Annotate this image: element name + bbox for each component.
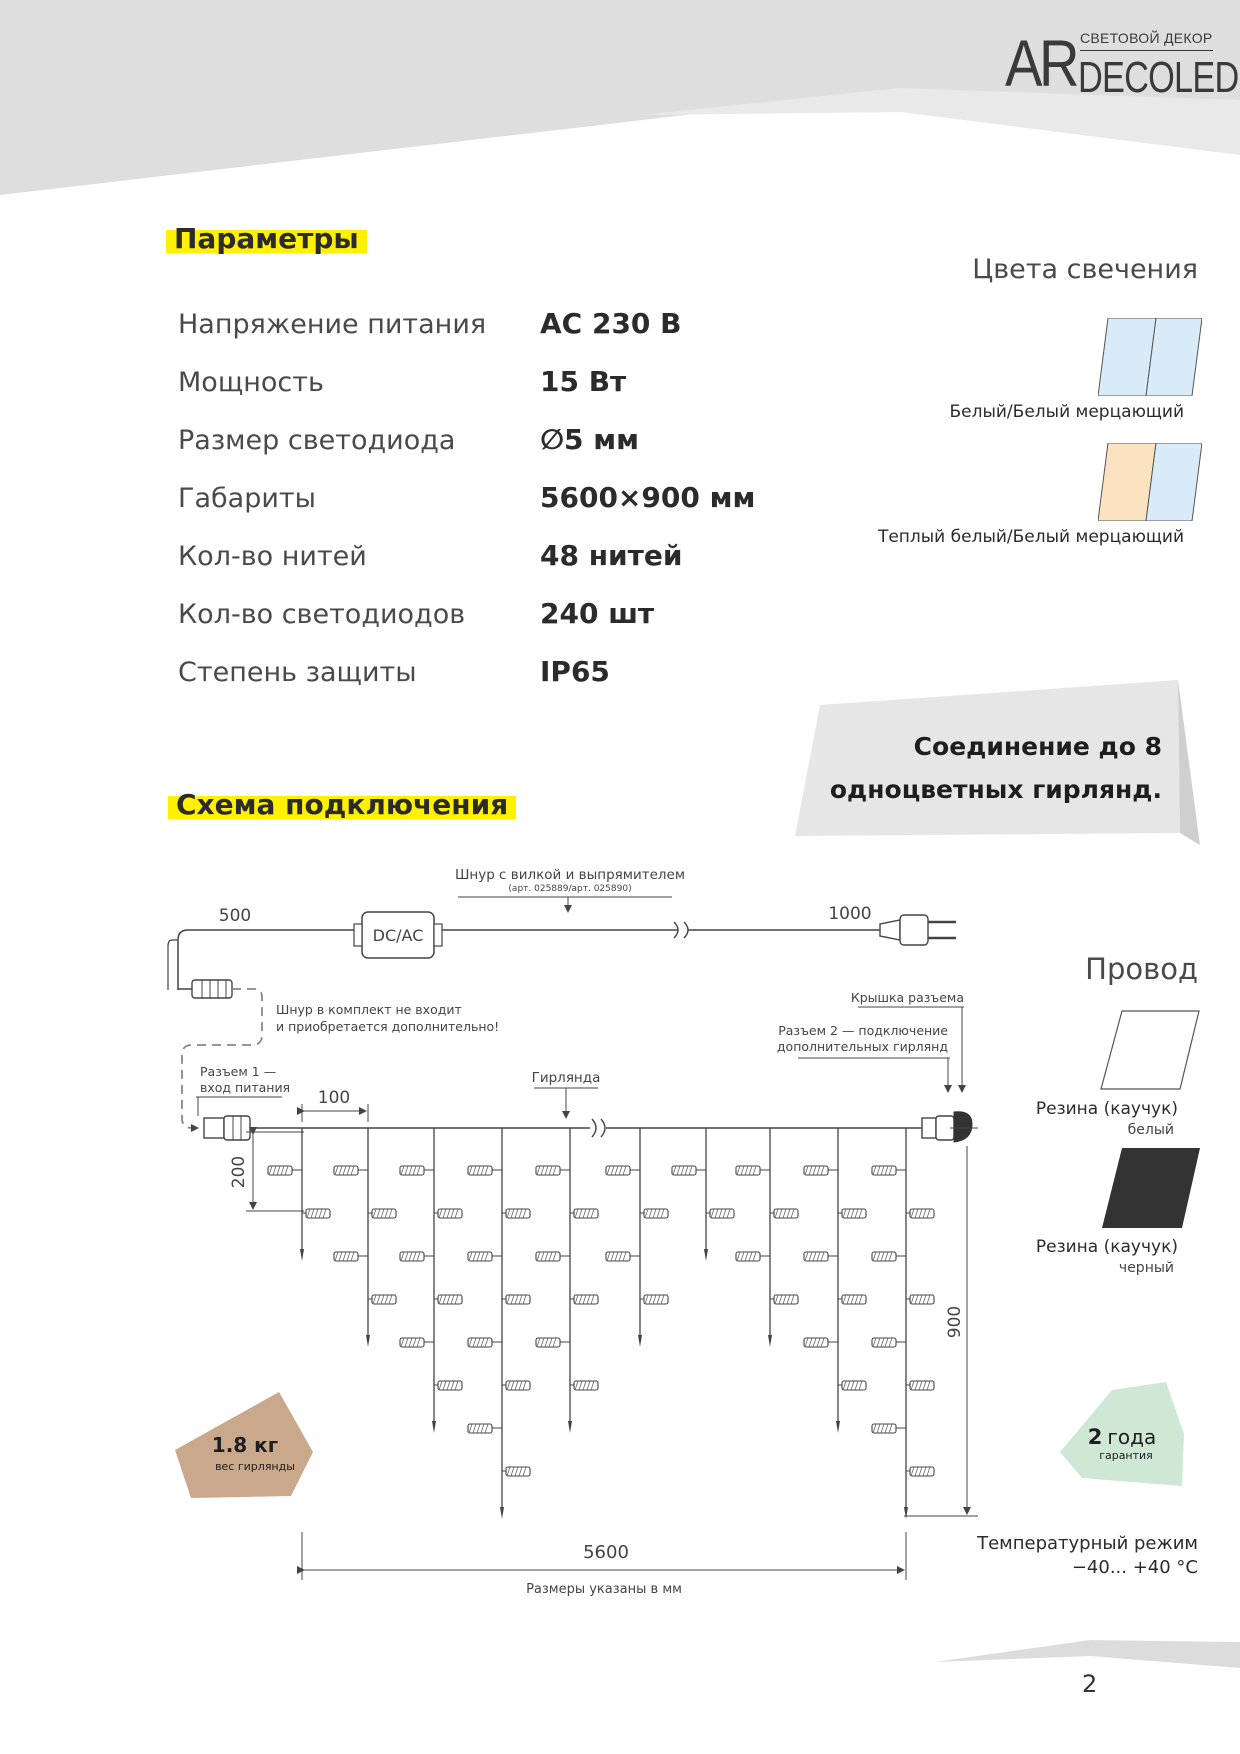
param-label-led-size: Размер светодиода (178, 425, 456, 456)
param-label-dimensions: Габариты (178, 483, 316, 514)
drop-tip (432, 1421, 436, 1433)
weight-badge (175, 1392, 315, 1500)
warranty-unit: года (1107, 1425, 1157, 1449)
garland-drops (268, 1128, 934, 1519)
adapter-label: DC/AC (372, 926, 424, 945)
connector1-line2: вход питания (200, 1080, 291, 1095)
garland-label: Гирлянда (531, 1070, 601, 1086)
drop-tip (836, 1421, 840, 1433)
param-value-voltage: AC 230 В (540, 307, 682, 340)
weight-label: вес гирлянды (215, 1460, 295, 1473)
param-value-led-count: 240 шт (540, 597, 655, 630)
temperature-block (977, 1532, 1198, 1580)
warranty-value: 2 (1087, 1425, 1103, 1449)
plug-icon (880, 915, 956, 945)
connector2-line1: Разъем 2 — подключение (778, 1023, 948, 1038)
wire-label-white: Резина (каучук) (1035, 1099, 1178, 1119)
main-line-break (592, 1119, 605, 1137)
warranty-badge (1060, 1380, 1186, 1490)
param-label-protection: Степень защиты (178, 657, 417, 688)
dim-100: 100 (317, 1088, 351, 1108)
warranty-label: гарантия (1099, 1449, 1153, 1462)
color-label-warm: Теплый белый/Белый мерцающий (877, 527, 1184, 547)
connection-note-line1: Соединение до 8 (913, 732, 1162, 761)
wire-black-shape (1102, 1148, 1200, 1228)
wire-swatch-black (1102, 1148, 1200, 1228)
weight-value: 1.8 кг (211, 1433, 279, 1457)
param-value-protection: IP65 (540, 655, 610, 688)
cord-left-return (168, 940, 178, 990)
drop-tip (366, 1335, 370, 1347)
temperature-label: Температурный режим (977, 1533, 1198, 1554)
output-connector-icon (922, 1112, 972, 1142)
logo-tagline: СВЕТОВОЙ ДЕКОР (1080, 30, 1213, 51)
dim-5600: 5600 (583, 1542, 629, 1563)
wire-title: Провод (1085, 952, 1198, 986)
colors-title: Цвета свечения (972, 254, 1198, 285)
param-value-threads: 48 нитей (540, 539, 683, 572)
param-value-dimensions: 5600×900 мм (540, 481, 756, 514)
wire-white-shape (1101, 1011, 1199, 1089)
logo-decoled: DECOLED (1078, 53, 1239, 102)
connection-note-line2: одноцветных гирлянд. (829, 775, 1162, 804)
connector1-line1: Разъем 1 — (200, 1064, 277, 1079)
wire-sub-black: черный (1118, 1260, 1174, 1276)
dim-1000: 1000 (828, 904, 872, 924)
connector-plug-icon (192, 980, 232, 998)
adapter-left-cap (354, 924, 362, 946)
wire-label-black: Резина (каучук) (1035, 1237, 1178, 1257)
param-label-threads: Кол-во нитей (178, 541, 367, 572)
drop-tip (568, 1421, 572, 1433)
not-included-line2: и приобретается дополнительно! (276, 1019, 500, 1034)
drop-tip (300, 1249, 304, 1261)
wire-swatch-white (1100, 1010, 1200, 1090)
wire-sub-white: белый (1127, 1122, 1174, 1138)
drop-tip (904, 1507, 908, 1519)
cord-article: (арт. 025889/арт. 025890) (508, 884, 632, 894)
dim-500: 500 (218, 906, 252, 926)
color-label-white: Белый/Белый мерцающий (949, 402, 1184, 422)
drop-tip (638, 1335, 642, 1347)
dim-900: 900 (945, 1305, 965, 1339)
dim-200: 200 (229, 1155, 249, 1189)
param-label-voltage: Напряжение питания (178, 309, 487, 340)
drop-tip (704, 1249, 708, 1261)
params-title: Параметры (166, 222, 367, 256)
warranty-text (1088, 1425, 1156, 1449)
param-label-led-count: Кол-во светодиодов (178, 599, 466, 630)
drop-tip (500, 1507, 504, 1519)
connector2-line2: дополнительных гирлянд (776, 1039, 948, 1054)
scheme-title: Схема подключения (168, 788, 516, 822)
temperature-range: −40... +40 °C (1071, 1557, 1198, 1578)
logo-ar: AR (1005, 26, 1077, 100)
cord-label: Шнур с вилкой и выпрямителем (454, 867, 686, 883)
param-label-power: Мощность (178, 367, 324, 398)
drop-tip (768, 1335, 772, 1347)
cap-label: Крышка разъема (850, 990, 964, 1005)
page-number: 2 (1082, 1670, 1098, 1698)
adapter-right-cap (434, 924, 442, 946)
input-connector-icon (204, 1116, 250, 1140)
units-note: Размеры указаны в мм (526, 1582, 682, 1597)
param-value-led-size: ∅5 мм (540, 423, 639, 456)
dashed-link (182, 989, 262, 1128)
not-included-line1: Шнур в комплект не входит (276, 1002, 462, 1017)
param-value-power: 15 Вт (540, 365, 627, 398)
